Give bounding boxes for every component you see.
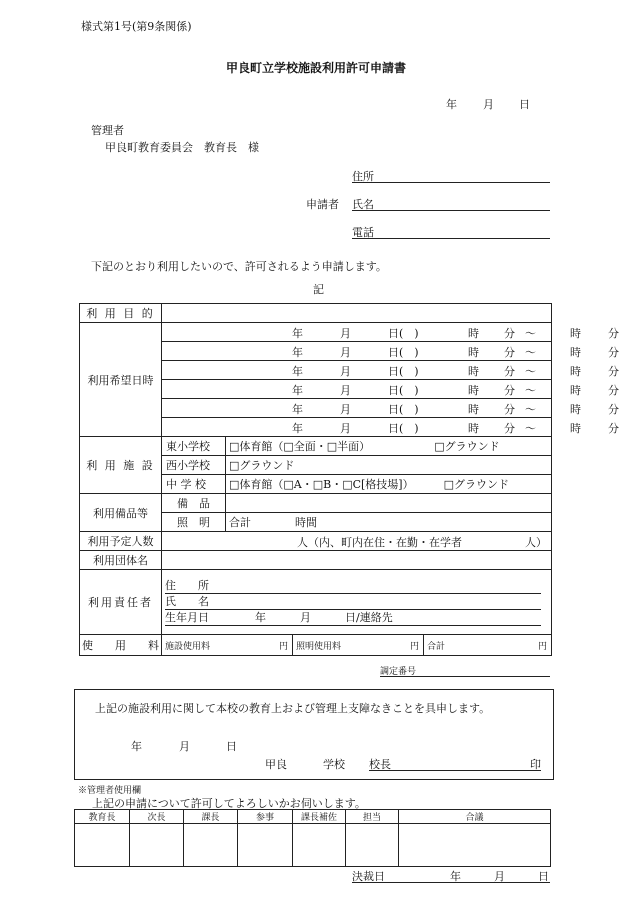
school-box-text: 上記の施設利用に関して本校の教育上および管理上支障なきことを具申します。 [95,702,491,715]
lighting-total: 合計 [229,516,251,529]
approval-col-header: 参事 [238,810,293,824]
date-row[interactable] [162,380,619,399]
date-row-mi1: 分 [504,384,515,397]
admin-title: ※管理者使用欄 [78,786,142,796]
date-row[interactable] [162,399,619,418]
facility-item: □体育館（□A・□B・□C[格技場]） [229,478,414,491]
fee-label: 使 用 料 [80,635,162,656]
date-row-h1: 時 [468,365,479,378]
date-row-tilde: ～ [525,346,536,359]
school-box-day: 日 [226,740,237,753]
application-table [79,303,619,656]
principal-label: 校長 [369,758,391,771]
fee-facility-yen: 円 [278,642,288,652]
date-row-m: 月 [340,384,351,397]
facility-ground: □グラウンド [443,478,510,491]
people-end: 人） [525,536,547,549]
approval-stamp-cell[interactable] [184,824,238,867]
facility-label: 利 用 施 設 [80,437,162,494]
principal-field[interactable] [369,756,541,771]
facility-item: □グラウンド [229,459,295,472]
dates-label: 利用希望日時 [80,323,162,437]
applicant-address-field[interactable] [352,168,550,183]
resp-address: 住 所 [165,578,541,594]
resp-birth: 生年月日 [165,611,209,624]
school-box-name1: 甲良 [265,758,287,771]
facility-school: 東小学校 [162,437,226,456]
form-title: 甲良町立学校施設利用許可申請書 [226,61,407,75]
date-row-h2: 時 [570,422,581,435]
purpose-label: 利 用 目 的 [80,304,162,323]
date-row-h1: 時 [468,403,479,416]
date-row-d: 日( ) [388,327,419,340]
approval-stamp-cell[interactable] [293,824,346,867]
chotei-field[interactable] [380,664,550,677]
date-row[interactable] [162,361,619,380]
date-row-tilde: ～ [525,422,536,435]
fee-light-label: 照明使用料 [296,642,342,652]
fee-total-cell[interactable] [424,635,551,655]
approval-col-header: 担当 [346,810,399,824]
decision-year: 年 [450,870,461,883]
approval-stamp-cell[interactable] [238,824,293,867]
lighting-hours: 時間 [295,516,317,529]
seal-label: 印 [530,758,541,771]
equipment-field[interactable] [226,513,552,532]
date-row-mi1: 分 [504,403,515,416]
applicant-name-label: 氏名 [352,198,374,211]
applicant-phone-field[interactable] [352,224,550,239]
date-row-h2: 時 [570,365,581,378]
date-row-tilde: ～ [525,327,536,340]
date-row-mi2: 分 [608,346,619,359]
fee-total-yen: 円 [537,642,547,652]
date-row-y: 年 [292,346,303,359]
date-row-m: 月 [340,365,351,378]
date-row-y: 年 [292,422,303,435]
equipment-name: 備 品 [162,494,226,513]
fee-light-cell[interactable] [293,635,424,655]
applicant-label: 申請者 [306,198,339,211]
equipment-name: 照 明 [162,513,226,532]
date-row-h2: 時 [570,403,581,416]
chotei-label: 調定番号 [380,667,417,677]
approval-col-header: 課長 [184,810,238,824]
date-row-y: 年 [292,403,303,416]
date-row-mi1: 分 [504,346,515,359]
fee-light-yen: 円 [409,642,419,652]
addressee-line2: 甲良町教育委員会 教育長 様 [105,141,259,154]
applicant-name-field[interactable] [352,196,550,211]
date-row-d: 日( ) [388,422,419,435]
facility-school: 中 学 校 [162,475,226,494]
date-year: 年 [446,98,457,111]
school-box-year: 年 [131,740,142,753]
date-row-d: 日( ) [388,365,419,378]
ki-label: 記 [313,283,324,296]
date-row-tilde: ～ [525,365,536,378]
decision-label: 決裁日 [352,870,385,883]
decision-date-field[interactable] [352,868,550,883]
date-row-h1: 時 [468,327,479,340]
decision-month: 月 [494,870,505,883]
approval-col-header: 課長補佐 [293,810,346,824]
approval-table [74,809,551,867]
date-row-mi1: 分 [504,327,515,340]
date-row-mi2: 分 [608,384,619,397]
admin-text: 上記の申請について許可してよろしいかお伺いします。 [92,797,366,810]
resp-field[interactable] [162,570,552,635]
date-row[interactable] [162,323,619,342]
people-label: 利用予定人数 [80,532,162,551]
date-row-mi2: 分 [608,327,619,340]
group-field[interactable] [162,551,552,570]
applicant-phone-label: 電話 [352,226,374,239]
people-field[interactable] [162,532,552,551]
date-row-h1: 時 [468,346,479,359]
date-row-mi2: 分 [608,365,619,378]
date-day: 日 [519,98,530,111]
facility-item: □体育館（□全面・□半面） [229,440,371,453]
date-row-m: 月 [340,422,351,435]
approval-col-header: 教育長 [75,810,130,824]
date-row[interactable] [162,342,619,361]
facility-ground: □グラウンド [434,440,500,453]
date-row-h1: 時 [468,384,479,397]
decision-day: 日 [538,870,549,883]
equipment-label: 利用備品等 [80,494,162,532]
date-row-d: 日( ) [388,384,419,397]
date-row-tilde: ～ [525,384,536,397]
approval-col-header: 次長 [130,810,184,824]
fee-field[interactable] [162,635,552,656]
date-row-y: 年 [292,365,303,378]
date-row-tilde: ～ [525,403,536,416]
facility-options[interactable] [226,475,552,494]
applicant-address-label: 住所 [352,170,374,183]
approval-stamp-cell[interactable] [130,824,184,867]
school-box-month: 月 [179,740,190,753]
equipment-field[interactable] [226,494,552,513]
date-row-m: 月 [340,327,351,340]
approval-stamp-cell[interactable] [346,824,399,867]
school-box-name2: 学校 [323,758,345,771]
date-row-h1: 時 [468,422,479,435]
date-row-d: 日( ) [388,403,419,416]
resp-birth-d: 日/連絡先 [345,611,393,624]
date-row-h2: 時 [570,327,581,340]
date-row-m: 月 [340,346,351,359]
date-row-y: 年 [292,327,303,340]
intro-text: 下記のとおり利用したいので、許可されるよう申請します。 [91,260,387,273]
approval-stamp-cell[interactable] [399,824,551,867]
approval-col-header: 合議 [399,810,551,824]
fee-facility-cell[interactable] [162,635,293,655]
group-label: 利用団体名 [80,551,162,570]
form-number: 様式第1号(第9条関係) [81,20,192,33]
date-row-mi2: 分 [608,403,619,416]
date-row-d: 日( ) [388,346,419,359]
fee-total-label: 合計 [427,642,446,652]
resp-label: 利用責任者 [80,570,162,635]
school-endorsement-box [74,689,554,780]
date-row-y: 年 [292,384,303,397]
resp-birth-row [165,610,541,626]
date-row-h2: 時 [570,346,581,359]
date-row-mi1: 分 [504,422,515,435]
approval-stamp-cell[interactable] [75,824,130,867]
facility-options[interactable] [226,456,552,475]
facility-options[interactable] [226,437,552,456]
date-row-m: 月 [340,403,351,416]
resp-birth-y: 年 [255,611,266,624]
fee-facility-label: 施設使用料 [165,642,211,652]
people-text: 人（内、町内在住・在勤・在学者 [297,536,462,549]
addressee-line1: 管理者 [91,124,124,137]
date-row-h2: 時 [570,384,581,397]
facility-school: 西小学校 [162,456,226,475]
purpose-field[interactable] [162,304,552,323]
date-month: 月 [483,98,494,111]
resp-name: 氏 名 [165,594,541,610]
date-row-mi1: 分 [504,365,515,378]
resp-birth-m: 月 [300,611,311,624]
date-row-mi2: 分 [608,422,619,435]
date-row[interactable] [162,418,619,437]
